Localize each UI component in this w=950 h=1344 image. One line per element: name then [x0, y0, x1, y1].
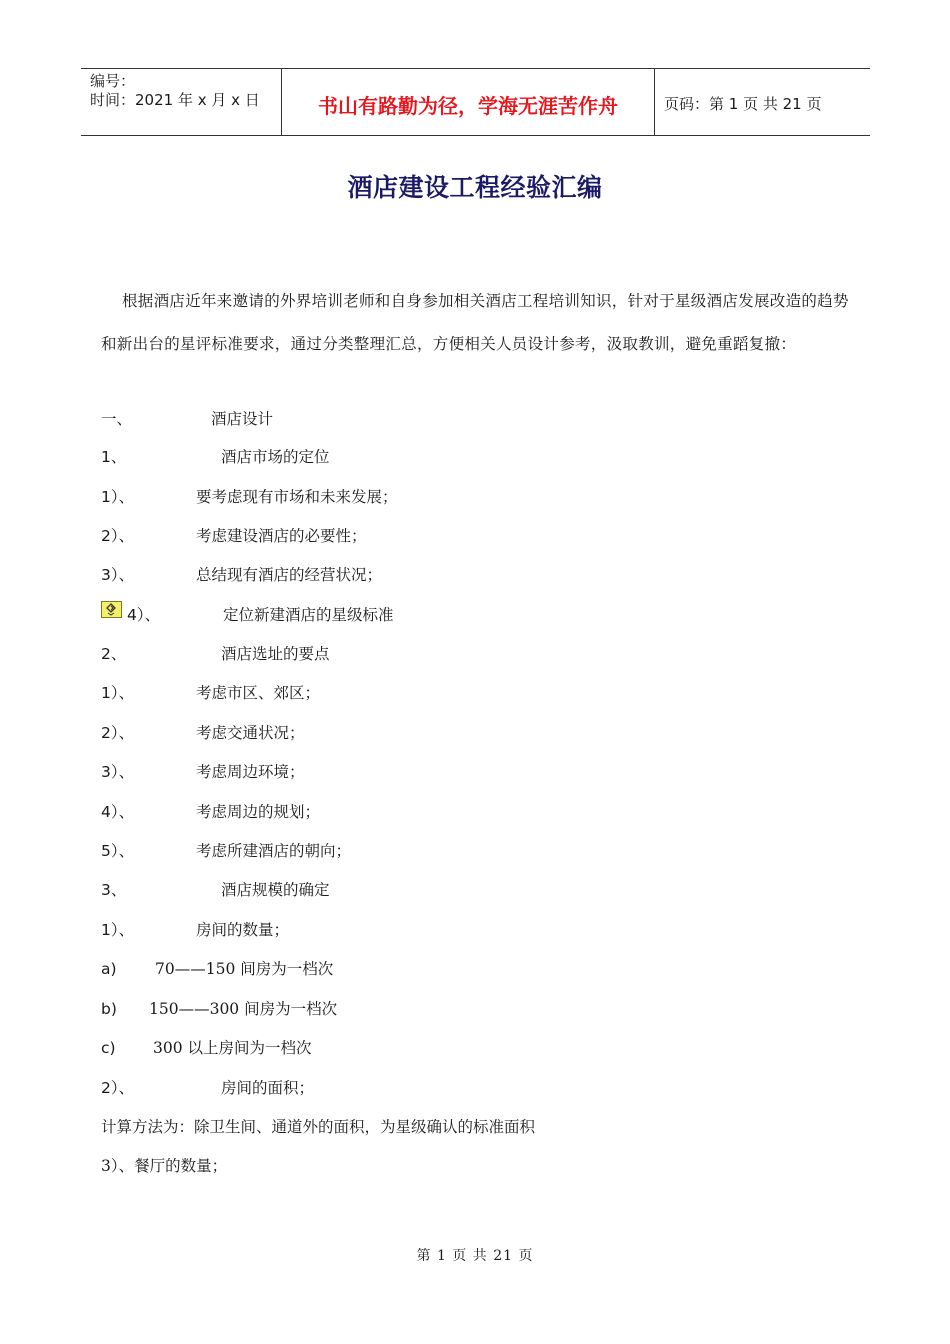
intro-paragraph: 根据酒店近年来邀请的外界培训老师和自身参加相关酒店工程培训知识，针对于星级酒店发展改造的趋势和新出台的星评标准要求，通过分类整理汇总，方便相关人员设计参考，汲取教训，避免重蹈复撤： [101, 292, 849, 353]
outline-line [101, 761, 861, 783]
outline-line [101, 998, 861, 1020]
outline-text: 酒店规模的确定 [221, 881, 330, 899]
document-title: 酒店建设工程经验汇编 [347, 173, 603, 202]
outline-line [101, 1155, 861, 1177]
number-label: 编号： [90, 72, 136, 90]
outline-line [101, 919, 861, 941]
document-header [81, 68, 870, 136]
outline-text: 300 以上房间为一档次 [153, 1039, 312, 1057]
outline-text: 定位新建酒店的星级标准 [223, 606, 394, 624]
outline-line [101, 408, 861, 430]
time-label: 时间：2021 年 x 月 x 日 [90, 91, 260, 109]
outline-text: 考虑所建酒店的朝向； [196, 842, 352, 860]
outline-number: 5）、 [101, 842, 135, 860]
outline-number: c) [101, 1039, 116, 1057]
outline-number: 2）、 [101, 1079, 135, 1097]
outline-number: 1）、 [101, 684, 135, 702]
outline-text: 要考虑现有市场和未来发展； [196, 488, 398, 506]
outline-line [101, 722, 861, 744]
outline-number: b) [101, 1000, 117, 1018]
header-left-cell [81, 69, 282, 135]
outline-line [101, 564, 861, 586]
outline-number: 一、 [101, 410, 133, 428]
outline-text: 考虑周边环境； [196, 763, 305, 781]
outline-line [101, 643, 861, 665]
outline-text: 总结现有酒店的经营状况； [196, 566, 383, 584]
outline-line [101, 682, 861, 704]
outline-text: 酒店选址的要点 [221, 645, 330, 663]
outline-line [101, 1116, 861, 1138]
outline-line [101, 1077, 861, 1099]
outline-number: 1、 [101, 448, 127, 466]
outline-number: a) [101, 960, 117, 978]
outline-number: 3）、 [101, 763, 135, 781]
outline-line [101, 879, 861, 901]
outline-line [101, 446, 861, 468]
header-page-info: 页码：第 1 页 共 21 页 [664, 94, 822, 113]
outline-text: 房间的数量； [196, 921, 290, 939]
outline-text: 酒店设计 [211, 410, 274, 428]
outline-text: 考虑市区、郊区； [196, 684, 321, 702]
outline-number: 2、 [101, 645, 127, 663]
outline-text: 考虑周边的规划； [196, 803, 321, 821]
header-motto: 书山有路勤为径，学海无涯苦作舟 [282, 69, 655, 135]
outline-number: 3）、 [101, 566, 135, 584]
outline-line [101, 604, 861, 626]
outline-text: 3）、餐厅的数量； [101, 1157, 228, 1175]
outline-text: 考虑交通状况； [196, 724, 305, 742]
outline-number: 4）、 [101, 803, 135, 821]
outline-number: 3、 [101, 881, 127, 899]
outline-text: 70——150 间房为一档次 [155, 960, 334, 978]
outline-number: 2）、 [101, 527, 135, 545]
outline-line [101, 958, 861, 980]
outline-number: 2）、 [101, 724, 135, 742]
outline-text: 计算方法为：除卫生间、通道外的面积，为星级确认的标准面积 [101, 1118, 536, 1136]
outline-line [101, 1037, 861, 1059]
outline-line [101, 801, 861, 823]
outline-line [101, 486, 861, 508]
outline-text: 考虑建设酒店的必要性； [196, 527, 367, 545]
outline-number: 4）、 [127, 606, 161, 624]
outline-line [101, 525, 861, 547]
outline-text: 房间的面积； [221, 1079, 315, 1097]
page-footer: 第 1 页 共 21 页 [416, 1248, 534, 1264]
outline-number: 1）、 [101, 921, 135, 939]
outline-line [101, 840, 861, 862]
outline-number: 1）、 [101, 488, 135, 506]
outline-text: 酒店市场的定位 [221, 448, 330, 466]
outline-text: 150——300 间房为一档次 [149, 1000, 338, 1018]
